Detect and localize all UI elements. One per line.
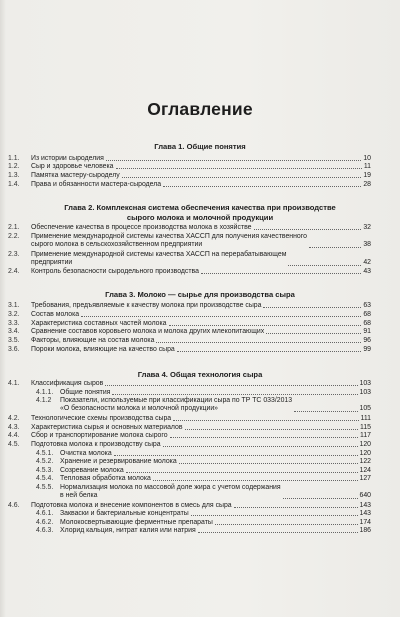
dot-leader xyxy=(153,480,358,481)
toc-entry-number: 1.1. xyxy=(8,155,20,162)
toc-entry-title: Технологические схемы производства сыра xyxy=(31,415,172,422)
toc-entry-title: Общие понятия xyxy=(60,389,111,396)
toc-page-number: 99 xyxy=(363,346,371,353)
toc-entry-title: Характеристика сырья и основных материалов xyxy=(31,424,183,431)
dot-leader xyxy=(179,463,358,464)
toc-entry-title: Права и обязанности мастера-сыродела xyxy=(31,181,162,188)
toc-page-number: 122 xyxy=(359,458,371,465)
toc-entry-title: Сбор и транспортирование молока сырого xyxy=(31,432,168,439)
toc-entry[interactable] xyxy=(60,397,371,414)
toc-entry-number: 4.1.1. xyxy=(36,389,54,396)
toc-entry-number: 4.5. xyxy=(8,441,20,448)
toc-entry[interactable] xyxy=(31,181,371,189)
dot-leader xyxy=(309,247,361,248)
dot-leader xyxy=(122,177,362,178)
dot-leader xyxy=(254,229,362,230)
toc-page-number: 124 xyxy=(359,467,371,474)
toc-entry-number: 4.5.2. xyxy=(36,458,54,465)
dot-leader xyxy=(114,455,358,456)
dot-leader xyxy=(173,420,358,421)
toc-entry-title: Классификация сыров xyxy=(31,380,104,387)
toc-entry-number: 3.5. xyxy=(8,337,20,344)
toc-page-number: 68 xyxy=(363,320,371,327)
toc-entry[interactable] xyxy=(31,268,371,276)
toc-entry-title: Контроль безопасности сыродельного производства xyxy=(31,268,199,275)
toc-entry-title: Характеристика составных частей молока xyxy=(31,320,167,327)
toc-page-number: 91 xyxy=(363,328,371,335)
toc-page-number: 63 xyxy=(363,302,371,309)
dot-leader xyxy=(170,437,358,438)
dot-leader xyxy=(106,160,362,161)
toc-entry-title: Закваски и бактериальные концентраты xyxy=(60,510,189,517)
toc-entry-title: Пороки молока, влияющие на качество сыра xyxy=(31,346,175,353)
toc-entry-number: 4.4. xyxy=(8,432,20,439)
toc-entry-title: Подготовка молока к производству сыра xyxy=(31,441,161,448)
toc-entry-title: Очистка молока xyxy=(60,450,112,457)
toc-entry[interactable] xyxy=(60,510,371,518)
toc-entry-number: 1.4. xyxy=(8,181,20,188)
toc-page-number: 103 xyxy=(359,380,371,387)
toc-page-number: 42 xyxy=(363,259,371,267)
dot-leader xyxy=(163,186,361,187)
toc-entry-title: Факторы, влияющие на состав молока xyxy=(31,337,155,344)
toc-entry[interactable] xyxy=(60,475,371,483)
toc-entry[interactable] xyxy=(31,302,371,310)
toc-entry-number: 2.3. xyxy=(8,251,20,258)
toc-entry-title: Показатели, используемые при классификации сыра по ТР ТС 033/2013 «О безопасности молока и молочной продукции» xyxy=(60,397,293,413)
dot-leader xyxy=(234,507,358,508)
toc-entry-title: Подготовка молока и внесение компонентов в смесь для сыра xyxy=(31,502,232,509)
toc-entry-number: 4.5.3. xyxy=(36,467,54,474)
toc-entry-title: Тепловая обработка молока xyxy=(60,475,151,482)
toc-entry[interactable] xyxy=(31,432,371,440)
dot-leader xyxy=(266,333,361,334)
toc-page-number: 186 xyxy=(359,527,371,534)
dot-leader xyxy=(288,265,361,266)
dot-leader xyxy=(283,498,358,499)
toc-entry-title: Сравнение составов коровьего молока и молока других млекопитающих xyxy=(31,328,265,335)
toc-entry-title: Хлорид кальция, нитрат калия или натрия xyxy=(60,527,196,534)
toc-entry[interactable] xyxy=(31,311,371,319)
toc-entry-title: Нормализация молока по массовой доле жира с учетом содержания в ней белка xyxy=(60,484,281,500)
toc-page-number: 120 xyxy=(359,450,371,457)
chapter-heading: Глава 3. Молоко — сырье для производства сыра xyxy=(105,290,295,299)
toc-page-number: 11 xyxy=(363,163,371,170)
toc-page-number: 640 xyxy=(359,492,371,500)
toc-page-number: 43 xyxy=(363,268,371,275)
toc-page-number: 68 xyxy=(363,311,371,318)
dot-leader xyxy=(294,411,357,412)
toc-entry-number: 4.3. xyxy=(8,424,20,431)
toc-entry-number: 4.5.4. xyxy=(36,475,54,482)
toc-page-number: 10 xyxy=(363,155,371,162)
dot-leader xyxy=(156,342,361,343)
toc-page-number: 105 xyxy=(359,405,371,413)
toc-entry-number: 3.3. xyxy=(8,320,20,327)
toc-page-number: 117 xyxy=(360,432,371,439)
toc-entry[interactable] xyxy=(31,251,371,268)
toc-entry[interactable] xyxy=(60,458,371,466)
toc-page-number: 96 xyxy=(363,337,371,344)
toc-entry-title: Созревание молока xyxy=(60,467,124,474)
toc-entry-number: 3.2. xyxy=(8,311,20,318)
toc-entry-title: Из истории сыроделия xyxy=(31,155,104,162)
page-title: Оглавление xyxy=(147,99,253,119)
chapter-heading: Глава 4. Общая технология сыра xyxy=(137,370,263,379)
toc-entry-number: 1.3. xyxy=(8,172,20,179)
toc-page-number: 127 xyxy=(359,475,371,482)
dot-leader xyxy=(177,351,362,352)
toc-entry[interactable] xyxy=(31,415,371,423)
dot-leader xyxy=(163,446,358,447)
toc-entry-number: 4.6. xyxy=(8,502,20,509)
dot-leader xyxy=(105,385,357,386)
dot-leader xyxy=(263,307,361,308)
toc-page-number: 174 xyxy=(359,519,371,526)
toc-entry-title: Обеспечение качества в процессе производства молока в хозяйстве xyxy=(31,224,252,231)
toc-entry-number: 4.6.1. xyxy=(36,510,54,517)
toc-entry[interactable] xyxy=(31,346,371,354)
toc-entry-number: 4.6.2. xyxy=(36,519,54,526)
toc-entry-title: Состав молока xyxy=(31,311,80,318)
toc-entry-number: 2.1. xyxy=(8,224,20,231)
toc-entry[interactable] xyxy=(31,172,371,180)
toc-entry[interactable] xyxy=(31,441,371,449)
toc-entry-number: 3.4. xyxy=(8,328,20,335)
toc-entry[interactable] xyxy=(31,163,371,171)
toc-entry[interactable] xyxy=(31,224,371,232)
toc-entry[interactable] xyxy=(60,527,371,535)
toc-entry-number: 3.6. xyxy=(8,346,20,353)
toc-entry-number: 4.1.2 xyxy=(36,397,52,404)
toc-page-number: 143 xyxy=(359,510,371,517)
toc-entry-number: 3.1. xyxy=(8,302,20,309)
toc-page-number: 28 xyxy=(363,181,371,188)
toc-entry[interactable] xyxy=(60,484,371,501)
toc-entry-title: Памятка мастеру-сыроделу xyxy=(31,172,120,179)
toc-entry[interactable] xyxy=(31,337,371,345)
toc-entry-title: Хранение и резервирование молока xyxy=(60,458,177,465)
dot-leader xyxy=(198,532,358,533)
toc-entry[interactable] xyxy=(31,233,371,250)
toc-page-number: 111 xyxy=(360,415,371,422)
toc-entry-number: 1.2. xyxy=(8,163,20,170)
toc-entry-title: Применение международной системы качества ХАССП на перерабатывающем предприятии xyxy=(31,251,287,267)
dot-leader xyxy=(191,515,358,516)
toc-entry-title: Применение международной системы качества ХАССП для получения качественного сырого молока в сельскохозяйственном предприятии xyxy=(31,233,307,249)
toc-entry-title: Требования, предъявляемые к качеству молока при производстве сыра xyxy=(31,302,262,309)
chapter-heading: Глава 2. Комплексная система обеспечения качества при производстве сырого молока и молочной продукции xyxy=(64,203,336,222)
toc-page-number: 115 xyxy=(360,424,371,431)
toc-page-number: 38 xyxy=(363,241,371,249)
toc-entry-number: 2.4. xyxy=(8,268,20,275)
toc-entry-title: Молокосвертывающие ферментные препараты xyxy=(60,519,213,526)
toc-entry-number: 2.2. xyxy=(8,233,20,240)
dot-leader xyxy=(81,316,361,317)
chapter-heading: Глава 1. Общие понятия xyxy=(154,142,246,151)
toc-entry-number: 4.1. xyxy=(8,380,20,387)
dot-leader xyxy=(116,168,362,169)
toc-page-number: 32 xyxy=(363,224,371,231)
dot-leader xyxy=(169,325,362,326)
toc-page-number: 19 xyxy=(363,172,371,179)
dot-leader xyxy=(215,524,358,525)
dot-leader xyxy=(201,273,361,274)
dot-leader xyxy=(126,472,358,473)
toc-entry-number: 4.5.5. xyxy=(36,484,54,491)
toc-entry-title: Сыр и здоровье человека xyxy=(31,163,114,170)
toc-page-number: 103 xyxy=(359,389,371,396)
toc-entry[interactable] xyxy=(31,328,371,336)
toc-page-number: 143 xyxy=(359,502,371,509)
toc-page-number: 120 xyxy=(359,441,371,448)
dot-leader xyxy=(112,394,357,395)
toc-entry-number: 4.6.3. xyxy=(36,527,54,534)
toc-entry-number: 4.5.1. xyxy=(36,450,54,457)
dot-leader xyxy=(185,429,359,430)
toc-entry[interactable] xyxy=(31,380,371,388)
toc-entry-number: 4.2. xyxy=(8,415,20,422)
